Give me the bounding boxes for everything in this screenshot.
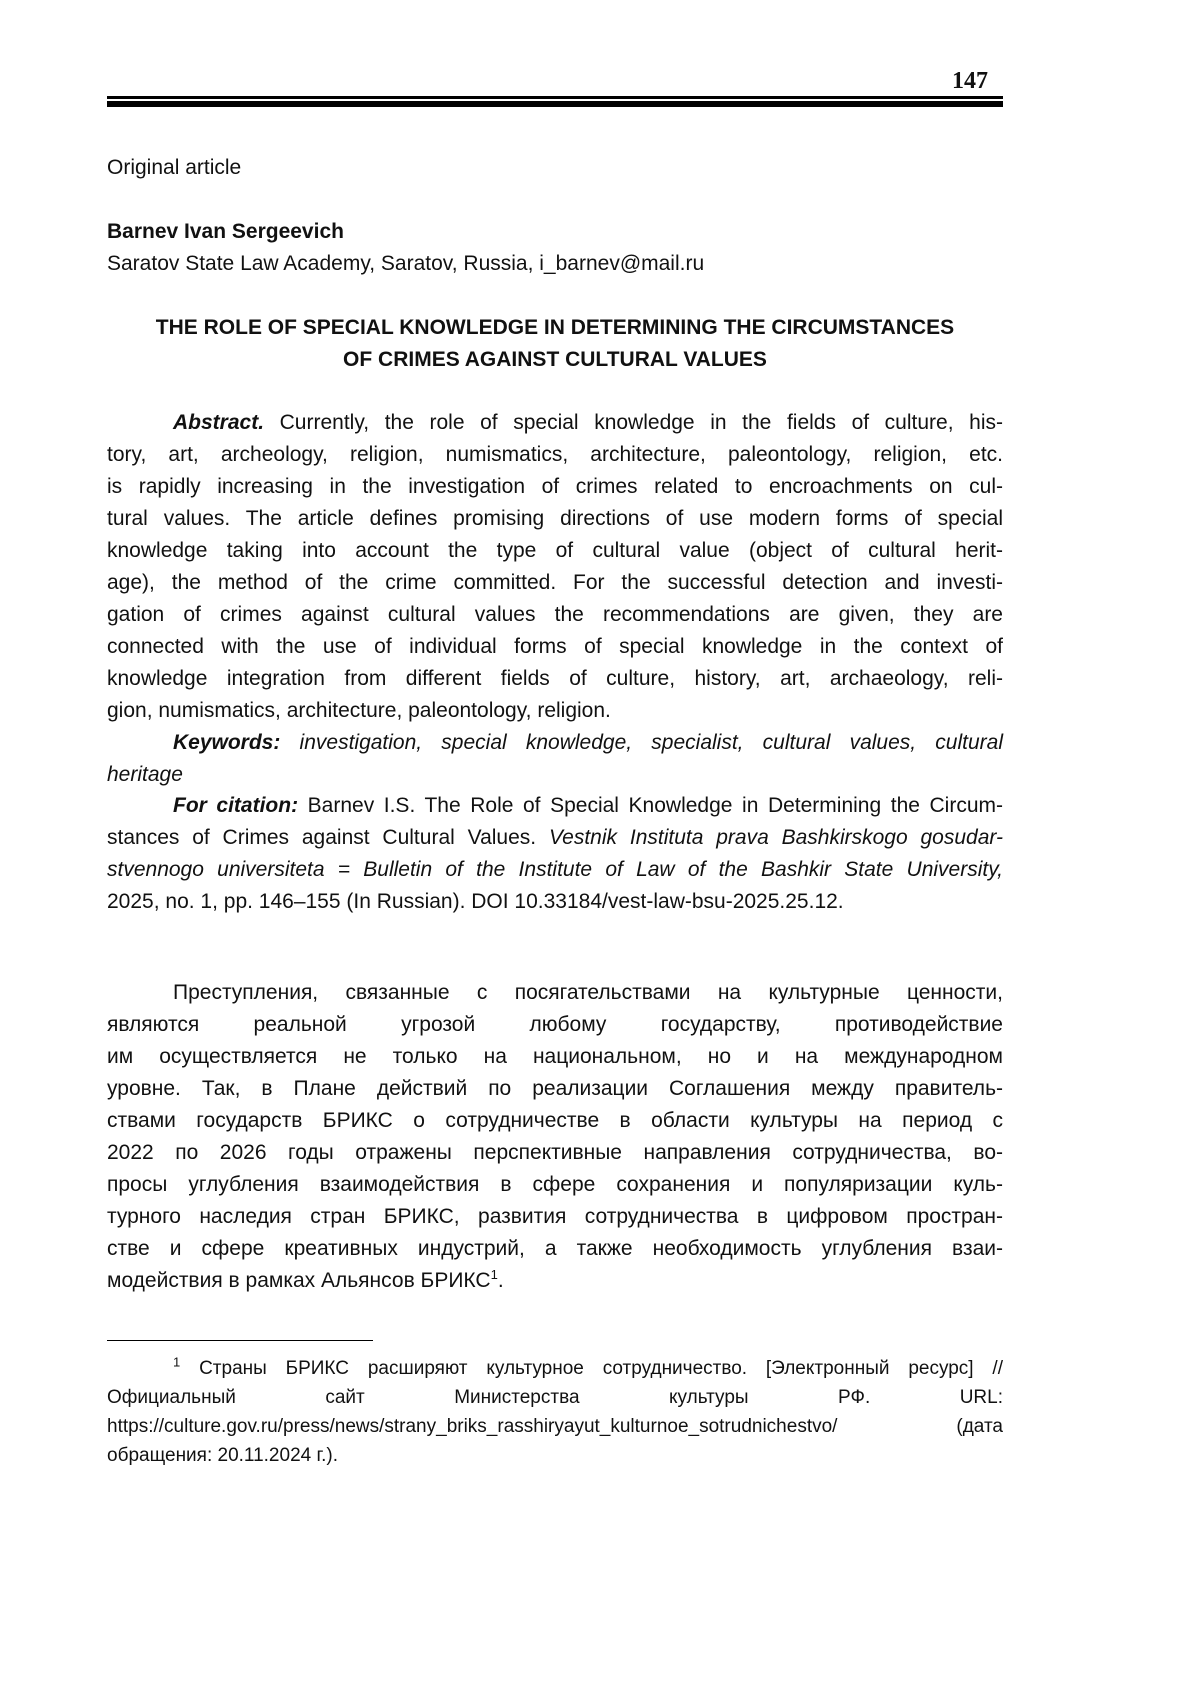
body-line (107, 1041, 1003, 1073)
body-line (107, 1201, 1003, 1233)
author-block (107, 216, 1003, 280)
footnote-text: Официальный сайт Министерства культуры РФ. URL: (107, 1387, 1003, 1408)
citation-label: For citation: (173, 794, 299, 817)
citation-text: stvennogo universiteta = Bulletin of the Institute of Law of the Bashkir State University, (107, 858, 1003, 881)
abstract-line (107, 471, 1003, 503)
header-rule-thick (107, 101, 1003, 107)
citation-line (107, 822, 1003, 854)
footnote-text: обращения: 20.11.2024 г.). (107, 1445, 338, 1466)
journal-title: Vestnik Instituta prava Bashkirskogo gosudar- (548, 826, 1003, 849)
footnote-line (107, 1441, 1003, 1470)
body-line: модействия в рамках Альянсов БРИКС$^1$. (107, 1267, 504, 1292)
abstract-text: knowledge taking into account the type of cultural value (object of cultural herit- (107, 539, 1003, 562)
keywords-text: heritage (107, 763, 183, 786)
abstract-line (107, 695, 1003, 727)
body-text: Преступления, связанные с посягательствами на культурные ценности, (173, 981, 1003, 1004)
body-line (107, 1169, 1003, 1201)
title-line: OF CRIMES AGAINST CULTURAL VALUES (343, 348, 767, 371)
body-text: просы углубления взаимодействия в сфере сохранения и популяризации куль- (107, 1173, 1003, 1196)
article-type-text: Original article (107, 156, 242, 179)
citation (107, 790, 1003, 918)
abstract-text: connected with the use of individual forms of special knowledge in the context of (107, 635, 1003, 658)
body-text: им осуществляется не только на национальном, но и на международном (107, 1045, 1003, 1068)
footnote-text: https://culture.gov.ru/press/news/strany_briks_rasshiryayut_kulturnoe_sotrudnichestvo/ (дата (107, 1416, 1003, 1437)
keywords-line (107, 759, 1003, 791)
abstract-line (107, 567, 1003, 599)
abstract-line (107, 663, 1003, 695)
abstract-line (107, 599, 1003, 631)
article-title (107, 312, 1003, 376)
citation-text: stances of Crimes against Cultural Values. (107, 826, 549, 849)
body-line (107, 977, 1003, 1009)
body-text: турного наследия стран БРИКС, развития сотрудничества в цифровом простран- (107, 1205, 1003, 1228)
abstract-text: knowledge integration from different fields of culture, history, art, archaeology, reli- (107, 667, 1003, 690)
body-text: уровне. Так, в Плане действий по реализации Соглашения между правитель- (107, 1077, 1003, 1100)
abstract-text: tory, art, archeology, religion, numismatics, architecture, paleontology, religion, etc. (107, 443, 1003, 466)
abstract-text: is rapidly increasing in the investigation of crimes related to encroachments on cul- (107, 475, 1003, 498)
citation-line (107, 886, 1003, 918)
abstract-text: gion, numismatics, architecture, paleontology, religion. (107, 699, 611, 722)
citation-line (107, 854, 1003, 886)
body-paragraph (107, 977, 1003, 1297)
keywords-line (107, 727, 1003, 759)
footnote-reference: 1 (490, 1267, 498, 1282)
body-text: стве и сфере креативных индустрий, а также необходимость углубления взаи- (107, 1237, 1003, 1260)
abstract-line (107, 439, 1003, 471)
body-line (107, 1105, 1003, 1137)
body-text: ствами государств БРИКС о сотрудничестве в области культуры на период с (107, 1109, 1003, 1132)
keywords-label: Keywords: (173, 731, 281, 754)
footnote-line (107, 1354, 1003, 1383)
abstract-line (107, 631, 1003, 663)
keywords (107, 727, 1003, 791)
citation-text: 2025, no. 1, pp. 146–155 (In Russian). DOI 10.33184/vest-law-bsu-2025.25.12. (107, 890, 844, 913)
body-line (107, 1073, 1003, 1105)
body-text: 2022 по 2026 годы отражены перспективные направления сотрудничества, во- (107, 1141, 1003, 1164)
footnote-mark: 1 (173, 1354, 181, 1370)
abstract-label: Abstract. (173, 411, 265, 434)
article-type (107, 152, 1003, 184)
title-line: THE ROLE OF SPECIAL KNOWLEDGE IN DETERMINING THE CIRCUMSTANCES (155, 316, 955, 339)
citation-text: Barnev I.S. The Role of Special Knowledge in Determining the Circum- (298, 794, 1003, 817)
body-text: являются реальной угрозой любому государству, противодействие (107, 1013, 1003, 1036)
body-line (107, 1137, 1003, 1169)
body-line (107, 1233, 1003, 1265)
footnote (107, 1354, 1003, 1470)
citation-line (107, 790, 1003, 822)
body-line (107, 1009, 1003, 1041)
abstract-text: age), the method of the crime committed. For the successful detection and investi- (107, 571, 1003, 594)
footnote-line (107, 1383, 1003, 1412)
abstract (107, 407, 1003, 727)
abstract-line (107, 407, 1003, 439)
page-number: 147 (952, 68, 988, 94)
abstract-line (107, 503, 1003, 535)
author-name: Barnev Ivan Sergeevich (107, 220, 344, 243)
body-text: модействия в рамках Альянсов БРИКС (107, 1269, 491, 1292)
author-affiliation: Saratov State Law Academy, Saratov, Russia, i_barnev@mail.ru (107, 252, 705, 275)
footnote-separator (107, 1340, 373, 1341)
keywords-text: investigation, special knowledge, specialist, cultural values, cultural (280, 731, 1003, 754)
abstract-text: tural values. The article defines promising directions of use modern forms of special (107, 507, 1003, 530)
abstract-text: gation of crimes against cultural values the recommendations are given, they are (107, 603, 1003, 626)
footnote-text: Страны БРИКС расширяют культурное сотрудничество. [Электронный ресурс] // (180, 1358, 1003, 1379)
abstract-line (107, 535, 1003, 567)
header-rule-thin (107, 96, 1003, 99)
footnote-line (107, 1412, 1003, 1441)
abstract-text: Currently, the role of special knowledge in the fields of culture, his- (264, 411, 1003, 434)
